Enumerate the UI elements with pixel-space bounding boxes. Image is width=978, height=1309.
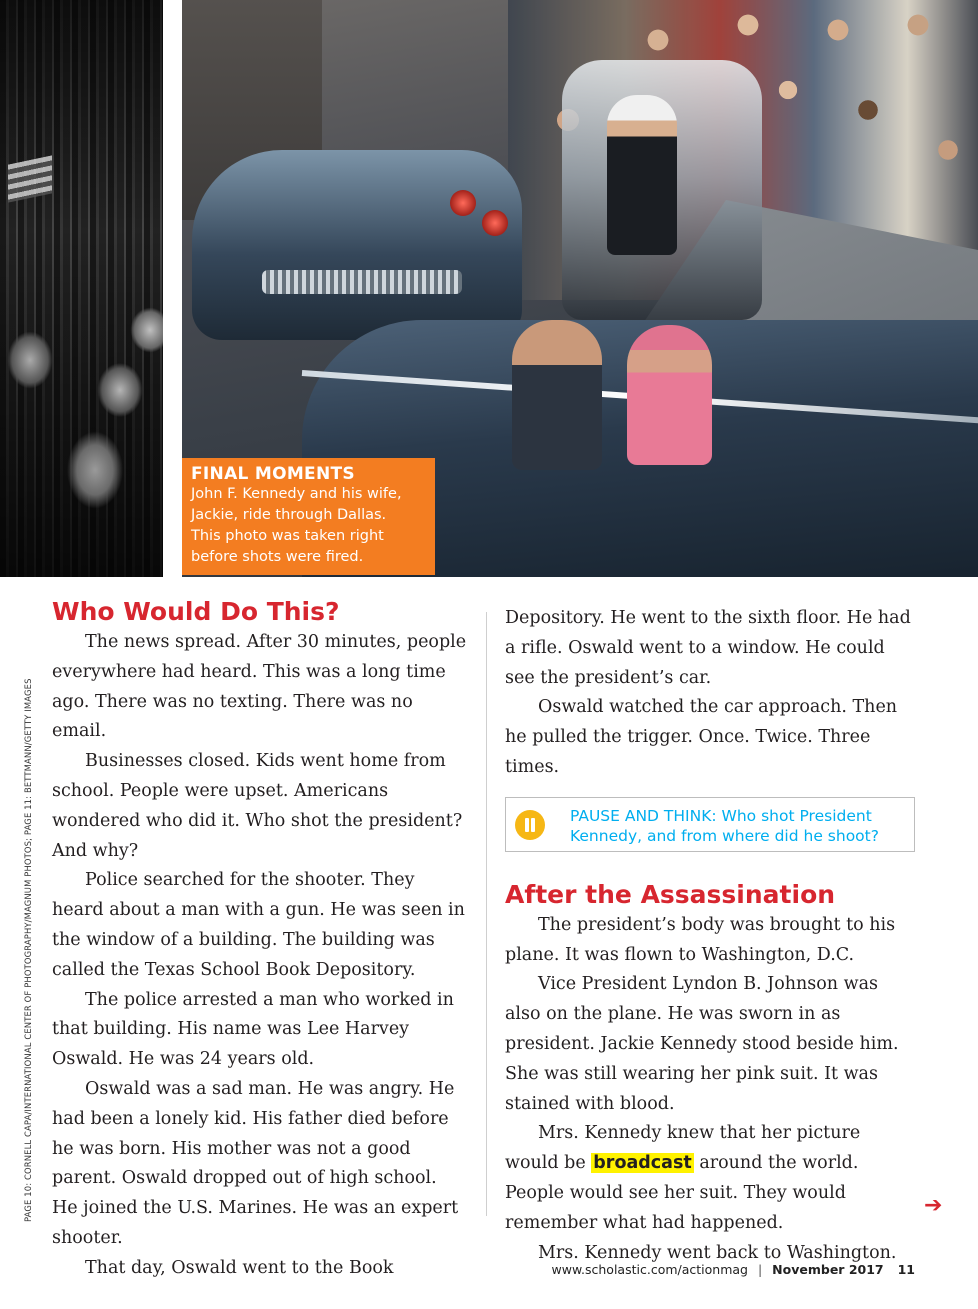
photo-credit: PAGE 10: CORNELL CAPA/INTERNATIONAL CENTER OF PHOTOGRAPHY/MAGNUM PHOTOS; PAGE 11: BETTMANN/GETTY IMAGES [23, 678, 33, 1222]
paragraph: Businesses closed. Kids went home from school. People were upset. Americans wondered who did it. Who shot the president? And why? [52, 751, 463, 861]
page-footer [552, 1262, 916, 1277]
paragraph: Vice President Lyndon B. Johnson was also on the plane. He was sworn in as president. Jackie Kennedy stood beside him. She was still wearing her pink suit. It was stained with blood. [505, 974, 899, 1114]
president-kennedy [512, 320, 602, 470]
left-column [52, 596, 467, 1284]
footer-separator: | [757, 1262, 763, 1277]
footer-url[interactable]: www.scholastic.com/actionmag [551, 1262, 748, 1277]
photo-caption [182, 458, 435, 575]
paragraph: The police arrested a man who worked in that building. His name was Lee Harvey Oswald. He was 24 years old. [52, 989, 454, 1070]
caption-line: John F. Kennedy and his wife, [191, 486, 402, 502]
column-divider [486, 612, 487, 1216]
right-column [505, 604, 917, 1268]
pause-prompt-line: PAUSE AND THINK: Who shot President [570, 806, 872, 825]
paragraph: Mrs. Kennedy went back to Washington. [538, 1242, 897, 1263]
caption-title: FINAL MOMENTS [191, 464, 355, 484]
paragraph: Oswald watched the car approach. Then he pulled the trigger. Once. Twice. Three times. [505, 697, 898, 777]
paragraph: That day, Oswald went to the Book [85, 1257, 394, 1278]
paragraph: Depository. He went to the sixth floor. He had a rifle. Oswald went to a window. He could see the president’s car. [505, 608, 911, 688]
section-heading: Who Would Do This? [52, 597, 340, 626]
paragraph: The president’s body was brought to his plane. It was flown to Washington, D.C. [505, 914, 896, 965]
jackie-kennedy [627, 325, 712, 465]
crowd-photo [0, 0, 163, 577]
pause-and-think-box [505, 797, 915, 852]
pause-prompt-line: Kennedy, and from where did he shoot? [570, 826, 879, 845]
paragraph: Mrs. Kennedy knew that her picture would be broadcast around the world. People would see her suit. They would remember what had happened. [505, 1123, 861, 1233]
caption-line: before shots were fired. [191, 549, 364, 565]
caption-line: Jackie, ride through Dallas. [191, 507, 387, 523]
paragraph: The news spread. After 30 minutes, people everywhere had heard. This was a long time ago. There was no texting. There was no email. [52, 632, 467, 742]
pause-icon [515, 810, 545, 840]
paragraph: Police searched for the shooter. They heard about a man with a gun. He was seen in the window of a building. The building was called the Texas School Book Depository. [52, 870, 465, 980]
issue-date: November 2017 [772, 1262, 884, 1277]
motorcycle-officer [607, 95, 677, 255]
vocabulary-highlight[interactable]: broadcast [593, 1153, 692, 1174]
caption-line: This photo was taken right [191, 528, 384, 544]
section-heading: After the Assassination [505, 879, 836, 909]
paragraph: Oswald was a sad man. He was angry. He had been a lonely kid. His father died before he was born. His mother was not a good parent. Oswald dropped out of high school. He joined the U.S. Marines. He was an expert shooter. [52, 1078, 459, 1248]
follow-car [192, 150, 522, 340]
continue-arrow-icon: ➔ [924, 1193, 943, 1218]
page-number: 11 [897, 1262, 915, 1277]
flag-graphic [8, 155, 52, 202]
